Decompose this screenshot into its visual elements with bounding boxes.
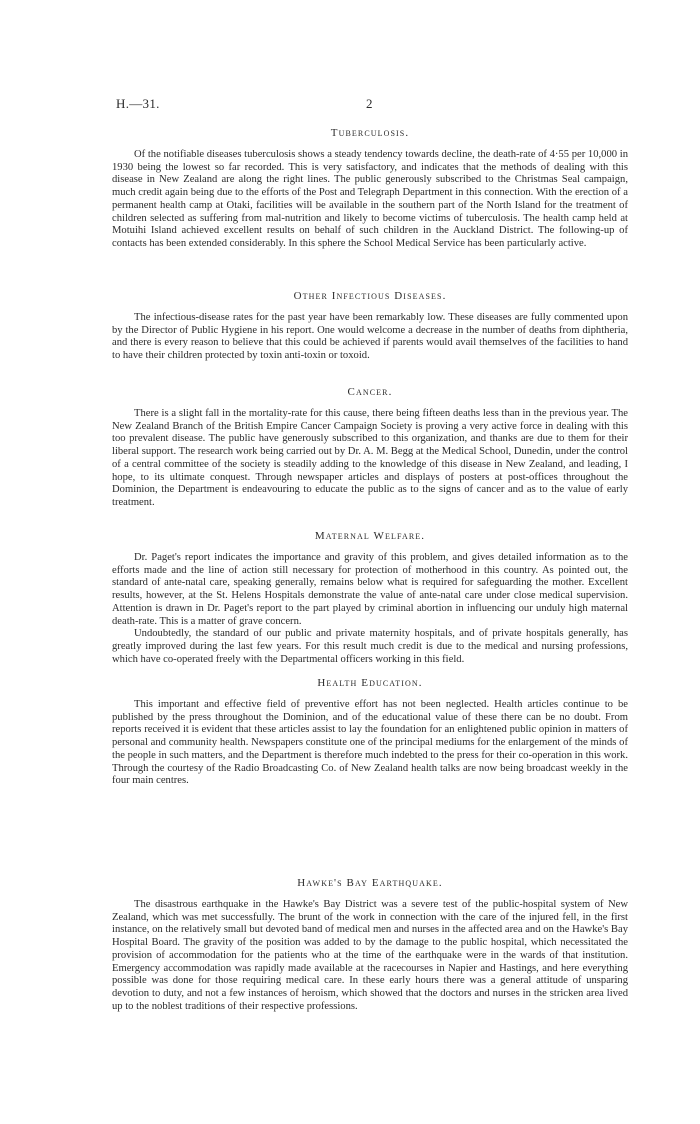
section-tuberculosis	[112, 126, 628, 251]
page-header	[116, 96, 626, 116]
section-heading: Cancer.	[347, 386, 393, 398]
section-cancer	[112, 385, 628, 510]
section-heading: Maternal Welfare.	[314, 530, 426, 542]
section-heading: Health Education.	[317, 677, 423, 689]
section-health-education	[112, 676, 628, 788]
paragraph: This important and effective field of preventive effort has not been neglected. Health articles continue to be published by the press throughout the Dominion, and of the educational value of these there can be no doubt. From reports received it is evident that these articles assist to lay the foundation for an enlightened public opinion in matters of personal and community health. Newspapers constitute one of the principal mediums for the enlargement of the minds of the people in such matters, and the Department is therefore much indebted to the press for their co-operation in this work. Through the courtesy of the Radio Broadcasting Co. of New Zealand health talks are now being broadcast weekly in the four main centres.	[112, 699, 628, 787]
paragraph: Undoubtedly, the standard of our public and private maternity hospitals, and of private hospitals generally, has greatly improved during the last few years. For this result much credit is due to the medical and nursing professions, which have co-operated freely with the Departmental officers working in this field.	[112, 628, 628, 665]
paragraph: Dr. Paget's report indicates the importance and gravity of this problem, and gives detailed information as to the efforts made and the line of action still necessary for protection of motherhood in this country. As pointed out, the standard of ante-natal care, speaking generally, remains below what is required for safeguarding the mother. Excellent results, however, at the St. Helens Hospitals demonstrate the value of ante-natal care under close medical supervision. Attention is drawn in Dr. Paget's report to the part played by criminal abortion in influencing our unduly high maternal death-rate. This is a matter of grave concern.	[112, 552, 628, 627]
document-reference: H.—31.	[116, 96, 160, 111]
paragraph: There is a slight fall in the mortality-rate for this cause, there being fifteen deaths less than in the previous year. The New Zealand Branch of the British Empire Cancer Campaign Society is proving a very active force in dealing with this too prevalent disease. The public have generously subscribed to this organization, and thanks are due to them for their liberal support. The research work being carried out by Dr. A. M. Begg at the Medical School, Dunedin, under the control of a central committee of the society is steadily adding to the knowledge of this disease in New Zealand, and leading, I hope, to its ultimate conquest. Through newspaper articles and displays of posters at post-offices throughout the Dominion, the Department is endeavouring to educate the public as to the signs of cancer and as to the value of early treatment.	[112, 408, 628, 508]
section-heading: Hawke's Bay Earthquake.	[297, 877, 443, 889]
paragraph: The infectious-disease rates for the past year have been remarkably low. These diseases are fully commented upon by the Director of Public Hygiene in his report. One would welcome a decrease in the number of deaths from diphtheria, and there is every reason to believe that this could be achieved if parents would avail themselves of the facilities to hand to have their children protected by toxin anti-toxin or toxoid.	[112, 312, 628, 362]
paragraph: Of the notifiable diseases tuberculosis shows a steady tendency towards decline, the death-rate of 4·55 per 10,000 in 1930 being the lowest so far recorded. This is very satisfactory, and indicates that the methods of dealing with this disease in New Zealand are along the right lines. The public generously subscribed to the Christmas Seal campaign, much credit again being due to the efforts of the Post and Telegraph Department in this connection. With the erection of a permanent health camp at Otaki, facilities will be available in the southern part of the North Island for the treatment of children selected as suffering from mal-nutrition and likely to become victims of tuberculosis. The health camp held at Motuihi Island achieved excellent results on behalf of such children in the Auckland District. The following-up of contacts has been extended considerably. In this sphere the School Medical Service has been particularly active.	[112, 149, 628, 249]
section-hawkes-bay-earthquake	[112, 876, 628, 1013]
section-heading: Tuberculosis.	[330, 127, 410, 139]
section-maternal-welfare	[112, 529, 628, 666]
paragraph: The disastrous earthquake in the Hawke's Bay District was a severe test of the public-hospital system of New Zealand, which was met successfully. The brunt of the work in connection with the care of the injured fell, in the first instance, on the relatively small but devoted band of medical men and nurses in the affected area and on the Hawke's Bay Hospital Board. The gravity of the position was added to by the damage to the public hospital, which necessitated the provision of accommodation for the patients who at the time of the earthquake were in the wards of that institution. Emergency accommodation was rapidly made available at the racecourses in Napier and Hastings, and here everything possible was done for those requiring medical care. In these early hours there was a general attitude of unsparing devotion to duty, and not a few instances of heroism, which showed that the doctors and nurses in the stricken area lived up to the noblest traditions of their respective professions.	[112, 899, 628, 1012]
section-heading: Other Infectious Diseases.	[293, 290, 447, 302]
section-other-infectious-diseases	[112, 289, 628, 363]
page-number: 2	[366, 96, 373, 111]
